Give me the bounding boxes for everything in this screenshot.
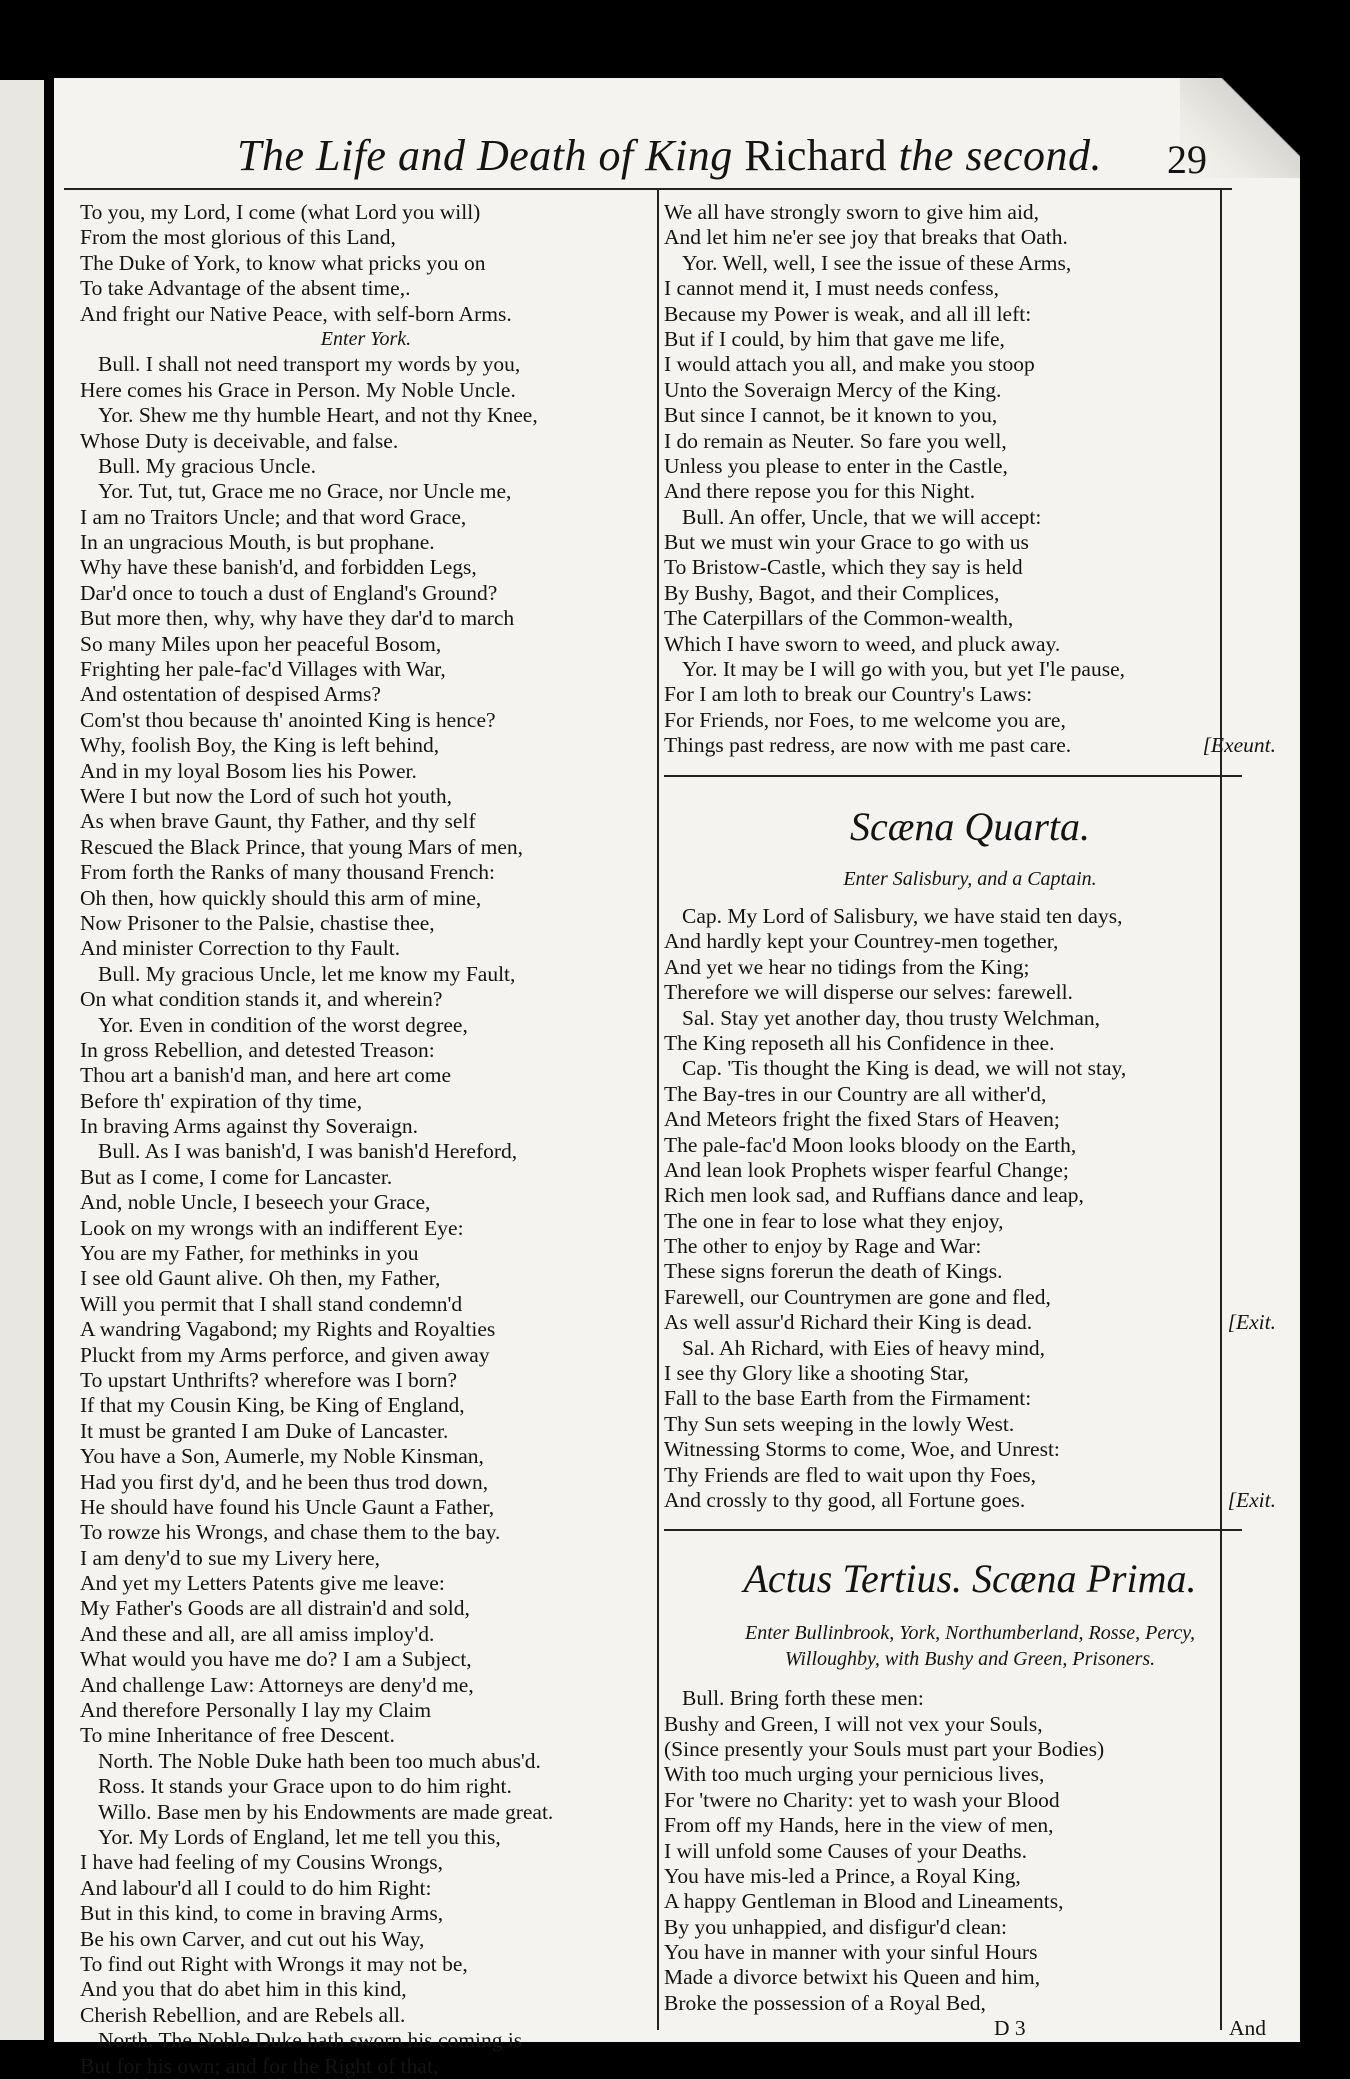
line-text: Had you first dy'd, and he been thus trod down, [80, 1469, 489, 1494]
verse-line [80, 429, 652, 454]
left-column [80, 200, 652, 2079]
verse-line [80, 1470, 652, 1495]
verse-line [664, 1940, 1276, 1965]
verse-line [80, 1495, 652, 1520]
verse-line [80, 1927, 652, 1952]
line-text: Yor. My Lords of England, let me tell you this, [98, 1825, 501, 1849]
line-text: Yor. Well, well, I see the issue of these Arms, [682, 250, 1072, 275]
line-text: Thou art a banish'd man, and here art come [80, 1063, 452, 1088]
line-text: I see old Gaunt alive. Oh then, my Father, [80, 1266, 441, 1291]
column-divider [657, 190, 659, 2030]
line-text: And, noble Uncle, I beseech your Grace, [80, 1190, 431, 1215]
speech-line [80, 479, 652, 504]
line-text: Witnessing Storms to come, Woe, and Unrest: [664, 1437, 1060, 1462]
speech-line [80, 1139, 652, 1164]
speech-line [80, 454, 652, 479]
line-text: And minister Correction to thy Fault. [80, 936, 401, 961]
right-column-top [664, 200, 1276, 759]
line-text: In gross Rebellion, and detested Treason: [80, 1037, 435, 1062]
line-text: In an ungracious Mouth, is but prophane. [80, 530, 435, 555]
line-text: Why have these banish'd, and forbidden Legs, [80, 555, 477, 580]
verse-line [664, 1864, 1276, 1889]
verse-line [80, 2003, 652, 2028]
line-text: Yor. Even in condition of the worst degree, [98, 1012, 468, 1037]
line-text: But as I come, I come for Lancaster. [80, 1164, 393, 1189]
line-text: The other to enjoy by Rage and War: [664, 1234, 982, 1259]
stage-direction-entry: Willoughby, with Bushy and Green, Prisoners. [784, 1647, 1156, 1670]
verse-line [664, 1209, 1276, 1234]
line-text: As well assur'd Richard their King is dead. [664, 1310, 1033, 1335]
verse-line [80, 886, 652, 911]
line-text: Here comes his Grace in Person. My Noble Uncle. [80, 377, 516, 402]
verse-line [664, 200, 1276, 225]
line-text: From off my Hands, here in the view of men, [664, 1813, 1054, 1838]
line-text: To Bristow-Castle, which they say is held [664, 555, 1023, 580]
line-text: He should have found his Uncle Gaunt a Father, [80, 1494, 495, 1519]
line-text: The pale-fac'd Moon looks bloody on the Earth, [664, 1132, 1077, 1157]
line-text: My Father's Goods are all distrain'd and sold, [80, 1596, 470, 1621]
running-title-name: Richard [744, 131, 888, 180]
line-text: I would attach you all, and make you stoop [664, 352, 1035, 377]
verse-line [80, 530, 652, 555]
verse-line [664, 1310, 1276, 1335]
verse-line [80, 1216, 652, 1241]
verse-line [80, 1850, 652, 1875]
line-text: And you that do abet him in this kind, [80, 1977, 407, 2002]
line-text: Oh then, how quickly should this arm of mine, [80, 885, 482, 910]
verse-line [664, 1412, 1276, 1437]
line-text: To find out Right with Wrongs it may not be, [80, 1951, 468, 1976]
verse-line [664, 682, 1276, 707]
line-text: The one in fear to lose what they enjoy, [664, 1208, 1004, 1233]
line-text: But more then, why, why have they dar'd to march [80, 606, 515, 631]
line-text: And crossly to thy good, all Fortune goes. [664, 1487, 1026, 1512]
catchword: And [1228, 2016, 1266, 2041]
verse-line [664, 555, 1276, 580]
speech-line [664, 1686, 1276, 1711]
speech-line [664, 904, 1276, 929]
verse-line [664, 1259, 1276, 1284]
verse-line [80, 911, 652, 936]
line-text: But if I could, by him that gave me life, [664, 326, 1005, 351]
line-text: And these and all, are all amiss imploy'd. [80, 1621, 435, 1646]
verse-line [664, 454, 1276, 479]
verse-line [664, 1437, 1276, 1462]
line-text: Cherish Rebellion, and are Rebels all. [80, 2002, 406, 2027]
line-text: Whose Duty is deceivable, and false. [80, 428, 399, 453]
verse-line [80, 1698, 652, 1723]
line-text: Yor. Tut, tut, Grace me no Grace, nor Uncle me, [98, 479, 512, 504]
line-text: Cap. My Lord of Salisbury, we have staid ten days, [682, 904, 1123, 928]
line-text: And challenge Law: Attorneys are deny'd me, [80, 1672, 474, 1697]
verse-line [80, 1063, 652, 1088]
line-text: Before th' expiration of thy time, [80, 1088, 363, 1113]
line-text: Farewell, our Countrymen are gone and fled, [664, 1284, 1051, 1309]
verse-line [80, 657, 652, 682]
page-number: 29 [1167, 137, 1207, 182]
verse-line [664, 479, 1276, 504]
speech-line [80, 962, 652, 987]
line-text: But we must win your Grace to go with us [664, 530, 1029, 555]
signature-mark: D 3 [994, 2016, 1026, 2041]
line-text: North. The Noble Duke hath sworn his coming is [98, 2028, 523, 2053]
line-text: I am deny'd to sue my Livery here, [80, 1545, 381, 1570]
act-heading: Actus Tertius. Scæna Prima. [743, 1556, 1197, 1602]
verse-line [80, 1876, 652, 1901]
verse-line [664, 1915, 1276, 1940]
verse-line [80, 251, 652, 276]
act-three-text [664, 1686, 1276, 2016]
verse-line [664, 1107, 1276, 1132]
speech-line [80, 1013, 652, 1038]
line-text: As when brave Gaunt, thy Father, and thy self [80, 809, 476, 834]
line-text: Bull. As I was banish'd, I was banish'd Hereford, [98, 1139, 518, 1164]
verse-line [664, 1488, 1276, 1513]
verse-line [80, 936, 652, 961]
speech-line [80, 1749, 652, 1774]
verse-line [664, 1712, 1276, 1737]
line-text: With too much urging your pernicious lives, [664, 1762, 1045, 1787]
exit-direction: [Exit. [1227, 1310, 1276, 1335]
verse-line [80, 1241, 652, 1266]
speech-line [80, 2028, 652, 2053]
verse-line [80, 200, 652, 225]
verse-line [80, 1317, 652, 1342]
verse-line [664, 1463, 1276, 1488]
verse-line [80, 1520, 652, 1545]
verse-line [80, 1266, 652, 1291]
verse-line [80, 1647, 652, 1672]
line-text: And hardly kept your Countrey-men together, [664, 929, 1059, 954]
verse-line [80, 1165, 652, 1190]
verse-line [664, 327, 1276, 352]
verse-line [80, 1977, 652, 2002]
line-text: Made a divorce betwixt his Queen and him, [664, 1965, 1041, 1990]
line-text: So many Miles upon her peaceful Bosom, [80, 631, 442, 656]
line-text: For Friends, nor Foes, to me welcome you are, [664, 707, 1066, 732]
line-text: I see thy Glory like a shooting Star, [664, 1361, 969, 1386]
verse-line [664, 1158, 1276, 1183]
line-text: The Caterpillars of the Common-wealth, [664, 606, 1014, 631]
verse-line [664, 606, 1276, 631]
verse-line [664, 1386, 1276, 1411]
stage-direction-entry: Enter Salisbury, and a Captain. [843, 867, 1097, 890]
line-text: To mine Inheritance of free Descent. [80, 1723, 395, 1748]
adjacent-page-edge [0, 80, 44, 2040]
verse-line [80, 1546, 652, 1571]
line-text: And let him ne'er see joy that breaks that Oath. [664, 225, 1068, 250]
verse-line [80, 1444, 652, 1469]
line-text: By Bushy, Bagot, and their Complices, [664, 580, 1000, 605]
verse-line [664, 1991, 1276, 2016]
speech-line [80, 352, 652, 377]
right-column [664, 200, 1276, 2042]
verse-line [664, 403, 1276, 428]
verse-line [664, 1788, 1276, 1813]
verse-line [664, 955, 1276, 980]
exit-direction: [Exit. [1227, 1487, 1276, 1512]
line-text: Thy Sun sets weeping in the lowly West. [664, 1411, 1015, 1436]
page-footer [664, 2016, 1276, 2041]
verse-line [80, 708, 652, 733]
line-text: Thy Friends are fled to wait upon thy Foes, [664, 1462, 1037, 1487]
verse-line [664, 302, 1276, 327]
line-text: In braving Arms against thy Soveraign. [80, 1114, 418, 1139]
line-text: I will unfold some Causes of your Deaths. [664, 1838, 1028, 1863]
verse-line [80, 682, 652, 707]
line-text: And in my loyal Bosom lies his Power. [80, 758, 417, 783]
verse-line [80, 987, 652, 1012]
line-text: Bushy and Green, I will not vex your Souls, [664, 1711, 1043, 1736]
verse-line [664, 708, 1276, 733]
verse-line [664, 1361, 1276, 1386]
verse-line [80, 606, 652, 631]
line-text: And ostentation of despised Arms? [80, 682, 381, 707]
line-text: Ross. It stands your Grace upon to do him right. [98, 1774, 512, 1799]
line-text: But for his own; and for the Right of that, [80, 2053, 439, 2078]
line-text: Therefore we will disperse our selves: farewell. [664, 980, 1073, 1005]
verse-line [80, 555, 652, 580]
line-text: Com'st thou because th' anointed King is hence? [80, 707, 496, 732]
speech-line [664, 657, 1276, 682]
line-text: Be his own Carver, and cut out his Way, [80, 1926, 425, 1951]
line-text: Willo. Base men by his Endowments are made great. [98, 1799, 554, 1824]
running-header [72, 130, 1247, 210]
line-text: North. The Noble Duke hath been too much abus'd. [98, 1748, 541, 1773]
verse-line [80, 1571, 652, 1596]
verse-line [80, 1089, 652, 1114]
line-text: I do remain as Neuter. So fare you well, [664, 428, 1007, 453]
line-text: Frighting her pale-fac'd Villages with War, [80, 657, 446, 682]
line-text: Sal. Stay yet another day, thou trusty Welchman, [682, 1005, 1101, 1030]
speech-line [664, 1056, 1276, 1081]
verse-line [664, 929, 1276, 954]
verse-line [664, 1965, 1276, 1990]
line-text: Now Prisoner to the Palsie, chastise thee, [80, 910, 435, 935]
verse-line [80, 1596, 652, 1621]
line-text: For I am loth to break our Country's Laws: [664, 682, 1033, 707]
verse-line [80, 1952, 652, 1977]
verse-line [80, 1673, 652, 1698]
line-text: Because my Power is weak, and all ill left: [664, 301, 1032, 326]
verse-line [664, 1813, 1276, 1838]
speech-line [80, 1774, 652, 1799]
verse-line [80, 276, 652, 301]
line-text: To rowze his Wrongs, and chase them to the bay. [80, 1520, 501, 1545]
line-text: And fright our Native Peace, with self-born Arms. [80, 301, 512, 326]
verse-line [80, 784, 652, 809]
line-text: What would you have me do? I am a Subject, [80, 1647, 472, 1672]
line-text: Fall to the base Earth from the Firmament: [664, 1386, 1032, 1411]
line-text: Yor. It may be I will go with you, but yet I'le pause, [682, 657, 1125, 682]
line-text: Bull. My gracious Uncle. [98, 453, 316, 478]
line-text: On what condition stands it, and wherein? [80, 987, 443, 1012]
verse-line [80, 632, 652, 657]
line-text: Unless you please to enter in the Castle, [664, 453, 1008, 478]
verse-line [80, 860, 652, 885]
verse-line [80, 835, 652, 860]
verse-line [80, 733, 652, 758]
verse-line [664, 1133, 1276, 1158]
stage-direction [80, 327, 652, 352]
speech-line [80, 1800, 652, 1825]
speech-line [80, 1825, 652, 1850]
line-text: Dar'd once to touch a dust of England's Ground? [80, 580, 498, 605]
verse-line [664, 530, 1276, 555]
verse-line [80, 1114, 652, 1139]
line-text: But in this kind, to come in braving Arms, [80, 1901, 444, 1926]
verse-line [664, 980, 1276, 1005]
line-text: A happy Gentleman in Blood and Lineaments, [664, 1889, 1064, 1914]
verse-line [80, 225, 652, 250]
line-text: The King reposeth all his Confidence in thee. [664, 1030, 1055, 1055]
verse-line [80, 1901, 652, 1926]
line-text: Bull. I shall not need transport my words by you, [98, 352, 521, 377]
line-text: From the most glorious of this Land, [80, 225, 396, 250]
line-text: You have in manner with your sinful Hours [664, 1940, 1038, 1965]
running-title-italic: The Life and Death of King [237, 131, 733, 180]
verse-line [664, 225, 1276, 250]
verse-line [80, 1419, 652, 1444]
line-text: You are my Father, for methinks in you [80, 1241, 419, 1266]
line-text: Enter York. [320, 327, 412, 350]
line-text: But since I cannot, be it known to you, [664, 403, 998, 428]
line-text: Look on my wrongs with an indifferent Eye: [80, 1215, 464, 1240]
line-text: By you unhappied, and disfigur'd clean: [664, 1914, 1008, 1939]
speech-line [80, 403, 652, 428]
verse-line [664, 581, 1276, 606]
header-rule [64, 188, 1232, 190]
line-text: Cap. 'Tis thought the King is dead, we will not stay, [682, 1056, 1127, 1081]
line-text: To upstart Unthrifts? wherefore was I born? [80, 1367, 458, 1392]
line-text: Were I but now the Lord of such hot youth, [80, 783, 453, 808]
verse-line [80, 505, 652, 530]
verse-line [80, 378, 652, 403]
verse-line [80, 1190, 652, 1215]
line-text: It must be granted I am Duke of Lancaster. [80, 1418, 449, 1443]
verse-line [80, 1723, 652, 1748]
verse-line [664, 1183, 1276, 1208]
line-text: Bull. An offer, Uncle, that we will accept: [682, 504, 1042, 529]
verse-line [80, 809, 652, 834]
line-text: Pluckt from my Arms perforce, and given away [80, 1342, 490, 1367]
line-text: Things past redress, are now with me past care. [664, 733, 1072, 758]
line-text: The Duke of York, to know what pricks you on [80, 250, 486, 275]
line-text: If that my Cousin King, be King of England, [80, 1393, 465, 1418]
speech-line [664, 505, 1276, 530]
line-text: To take Advantage of the absent time,. [80, 276, 411, 301]
verse-line [664, 1889, 1276, 1914]
line-text: I have had feeling of my Cousins Wrongs, [80, 1850, 443, 1875]
line-text: Bull. Bring forth these men: [682, 1686, 924, 1711]
line-text: Unto the Soveraign Mercy of the King. [664, 377, 1002, 402]
line-text: Why, foolish Boy, the King is left behind, [80, 733, 440, 758]
verse-line [664, 429, 1276, 454]
line-text: And yet my Letters Patents give me leave: [80, 1571, 445, 1596]
verse-line [664, 1031, 1276, 1056]
line-text: (Since presently your Souls must part your Bodies) [664, 1736, 1105, 1761]
verse-line [80, 1622, 652, 1647]
verse-line [80, 302, 652, 327]
verse-line [664, 632, 1276, 657]
line-text: And there repose you for this Night. [664, 479, 976, 504]
line-text: These signs forerun the death of Kings. [664, 1259, 1003, 1284]
verse-line [80, 2054, 652, 2079]
verse-line [80, 1038, 652, 1063]
verse-line [664, 1234, 1276, 1259]
verse-line [664, 733, 1276, 758]
line-text: I cannot mend it, I must needs confess, [664, 276, 999, 301]
speech-line [664, 1336, 1276, 1361]
line-text: Broke the possession of a Royal Bed, [664, 1990, 986, 2015]
line-text: Rescued the Black Prince, that young Mars of men, [80, 834, 524, 859]
running-title-end: the second. [898, 131, 1103, 180]
verse-line [80, 1343, 652, 1368]
line-text: Bull. My gracious Uncle, let me know my Fault, [98, 961, 516, 986]
line-text: And therefore Personally I lay my Claim [80, 1698, 432, 1723]
verse-line [664, 1839, 1276, 1864]
verse-line [80, 1393, 652, 1418]
line-text: And Meteors fright the fixed Stars of Heaven; [664, 1107, 1060, 1132]
verse-line [664, 276, 1276, 301]
running-title [237, 130, 1102, 181]
line-text: From forth the Ranks of many thousand French: [80, 860, 496, 885]
line-text: And labour'd all I could to do him Right: [80, 1875, 432, 1900]
line-text: Yor. Shew me thy humble Heart, and not thy Knee, [98, 403, 538, 428]
verse-line [80, 1368, 652, 1393]
verse-line [664, 1762, 1276, 1787]
line-text: To you, my Lord, I come (what Lord you will) [80, 200, 481, 224]
speech-line [664, 1006, 1276, 1031]
scene-quarta-text [664, 904, 1276, 1513]
line-text: And lean look Prophets wisper fearful Change; [664, 1157, 1069, 1182]
exit-direction: [Exeunt. [1202, 733, 1276, 758]
scene-heading: Scæna Quarta. [850, 803, 1090, 849]
line-text: Will you permit that I shall stand condemn'd [80, 1291, 463, 1316]
line-text: Which I have sworn to weed, and pluck away. [664, 631, 1061, 656]
book-page [54, 78, 1300, 2078]
line-text: You have mis-led a Prince, a Royal King, [664, 1863, 1021, 1888]
verse-line [664, 1285, 1276, 1310]
verse-line [664, 352, 1276, 377]
line-text: A wandring Vagabond; my Rights and Royalties [80, 1317, 496, 1342]
verse-line [80, 581, 652, 606]
verse-line [664, 1737, 1276, 1762]
verse-line [664, 1082, 1276, 1107]
line-text: For 'twere no Charity: yet to wash your Blood [664, 1787, 1060, 1812]
line-text: And yet we hear no tidings from the King; [664, 954, 1030, 979]
verse-line [80, 1292, 652, 1317]
verse-line [80, 759, 652, 784]
line-text: Sal. Ah Richard, with Eies of heavy mind, [682, 1335, 1046, 1360]
line-text: I am no Traitors Uncle; and that word Grace, [80, 504, 467, 529]
stage-direction-entry: Enter Bullinbrook, York, Northumberland, Rosse, Percy, [745, 1622, 1195, 1645]
line-text: Rich men look sad, and Ruffians dance and leap, [664, 1183, 1084, 1208]
line-text: The Bay-tres in our Country are all wither'd, [664, 1081, 1047, 1106]
line-text: You have a Son, Aumerle, my Noble Kinsman, [80, 1444, 484, 1469]
speech-line [664, 251, 1276, 276]
line-text: We all have strongly sworn to give him aid, [664, 200, 1040, 224]
verse-line [664, 378, 1276, 403]
